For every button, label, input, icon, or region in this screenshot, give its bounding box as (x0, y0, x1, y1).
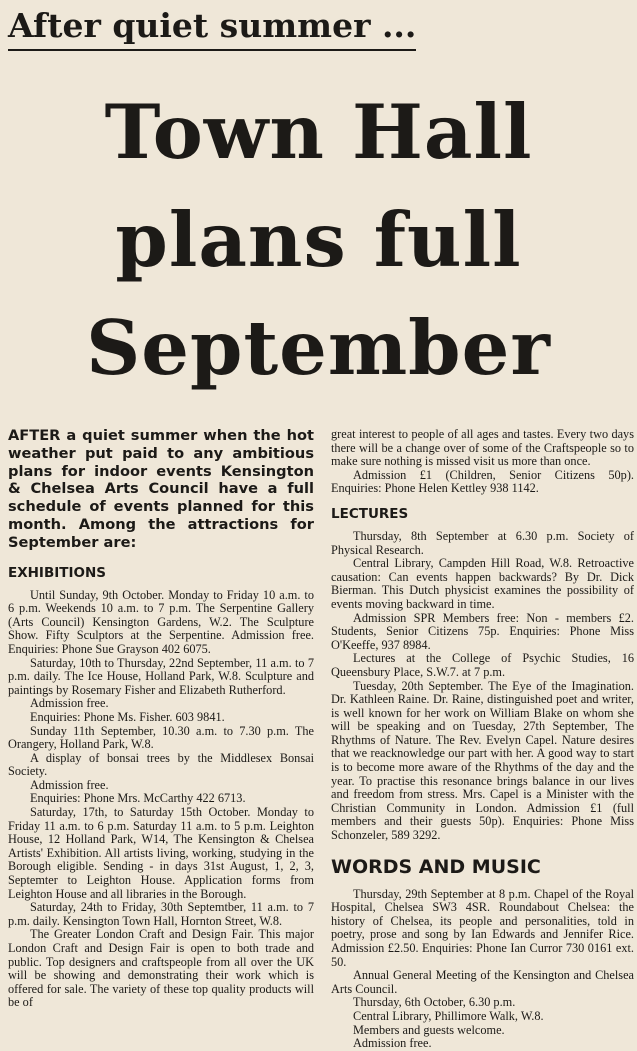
headline-line-1: Town Hall (104, 88, 533, 176)
lectures-paragraph: Tuesday, 20th September. The Eye of the Imagination. Dr. Kathleen Raine. Dr. Raine, distinguished poet and writer, is well known for her work on William Blake on whom she will be speaking and on Tuesday, 27th September, The Rhythms of Nature. The Rev. Evelyn Capel. Nature desires that we reacknowledge our part with her. A good way to start is to become more aware of the Rhythms of the day and the year. To practise this resonance brings balance in our lives and freedom from stress. Mrs. Capel is a Minister with the Christian Community in London. Admission £1 (full members and their guests 50p). Enquiries: Phone Miss Schonzeler, 589 3292. (331, 678, 634, 843)
words-music-paragraph: Members and guests welcome. (353, 1022, 505, 1037)
lede-paragraph: AFTER a quiet summer when the hot weather put paid to any ambitious plans for indoor events Kensington & Chelsea Arts Council have a full schedule of events planned for this month. Among the attractions for September are: (8, 427, 314, 551)
lectures-paragraph: Central Library, Campden Hill Road, W.8. Retroactive causation: Can events happen backwards? By Dr. Dick Bierman. This Dutch physicist examines the possibility of events moving backward in time. (331, 556, 634, 611)
words-and-music-heading: WORDS AND MUSIC (331, 855, 541, 878)
lectures-heading: LECTURES (331, 505, 409, 522)
exhibitions-paragraph: Until Sunday, 9th October. Monday to Friday 10 a.m. to 6 p.m. Weekends 10 a.m. to 7 p.m. The Serpentine Gallery (Arts Council) Kensington Gardens, W.2. The Sculpture Show. Fifty Sculptors at the Serpentine. Admission free. Enquiries: Phone Sue Grayson 402 6075. (8, 587, 314, 656)
exhibitions-paragraph: Saturday, 24th to Friday, 30th Septemtber, 11 a.m. to 7 p.m. daily. Kensington Town Hall, Hornton Street, W.8. (8, 900, 314, 928)
words-music-paragraph: Annual General Meeting of the Kensington and Chelsea Arts Council. (331, 968, 634, 996)
kicker-headline: After quiet summer ... (8, 4, 416, 51)
lectures-paragraph: Admission SPR Members free: Non - members £2. Students, Senior Citizens 75p. Enquiries: Phone Miss O'Keeffe, 937 8984. (331, 610, 634, 652)
exhibitions-paragraph: Admission free. (30, 777, 109, 792)
continuation-paragraph: Admission £1 (Children, Senior Citizens 50p). Enquiries: Phone Helen Kettley 938 1142. (331, 467, 634, 496)
lectures-paragraph: Thursday, 8th September at 6.30 p.m. Society of Physical Research. (331, 528, 634, 557)
exhibitions-paragraph: Admission free. (30, 696, 109, 711)
exhibitions-paragraph: A display of bonsai trees by the Middlesex Bonsai Society. (8, 750, 314, 779)
article-column-right (331, 428, 634, 1051)
words-music-paragraph: Central Library, Phillimore Walk, W.8. (353, 1008, 544, 1023)
words-music-paragraph: Thursday, 6th October, 6.30 p.m. (353, 995, 516, 1010)
lectures-paragraph: Lectures at the College of Psychic Studies, 16 Queensbury Place, S.W.7. at 7 p.m. (331, 651, 634, 679)
headline-line-2: plans full (115, 196, 522, 284)
words-music-paragraph: Admission free. (353, 1036, 432, 1051)
words-music-paragraph: Thursday, 29th September at 8 p.m. Chapel of the Royal Hospital, Chelsea SW3 4SR. Roundabout Chelsea: the history of Chelsea, its people and personalities, told in poetry, prose and song by Ian Edwards and Jennifer Rice. Admission £2.50. Enquiries: Phone Ian Curror 730 0161 ext. 50. (331, 886, 634, 969)
main-headline (0, 78, 637, 402)
article-column-left (8, 427, 314, 1010)
exhibitions-paragraph: Saturday, 17th, to Saturday 15th October. Monday to Friday 11 a.m. to 6 p.m. Saturday 11 a.m. to 5 p.m. Leighton House, 12 Holland Park, W14, The Kensington & Chelsea Artists' Exhibition. All artists living, working, studying in the Borough eligible. Sending - in days 31st August, 1, 2, 3, Septemter to Leighton House. Application forms from Leighton House and all libraries in the Borough. (8, 805, 314, 901)
headline-line-3: September (86, 304, 551, 392)
exhibitions-paragraph: Enquiries: Phone Mrs. McCarthy 422 6713. (30, 791, 246, 806)
exhibitions-heading: EXHIBITIONS (8, 564, 106, 581)
continuation-paragraph: great interest to people of all ages and tastes. Every two days there will be a change over of some of the Craftspeople so to make sure nothing is missed visit us more than once. (331, 427, 634, 469)
exhibitions-paragraph: Saturday, 10th to Thursday, 22nd September, 11 a.m. to 7 p.m. daily. The Ice House, Holland Park, W.8. Sculpture and paintings by Rosemary Fisher and Elizabeth Rutherford. (8, 655, 314, 697)
exhibitions-paragraph: Enquiries: Phone Ms. Fisher. 603 9841. (30, 709, 225, 724)
exhibitions-paragraph: Sunday 11th September, 10.30 a.m. to 7.30 p.m. The Orangery, Holland Park, W.8. (8, 723, 314, 752)
exhibitions-paragraph: The Greater London Craft and Design Fair. This major London Craft and Design Fair is open to both trade and public. Top designers and craftspeople from all over the UK will be showing and demonstrating their work which is offered for sale. The variety of these top quality products will be of (8, 927, 314, 1010)
